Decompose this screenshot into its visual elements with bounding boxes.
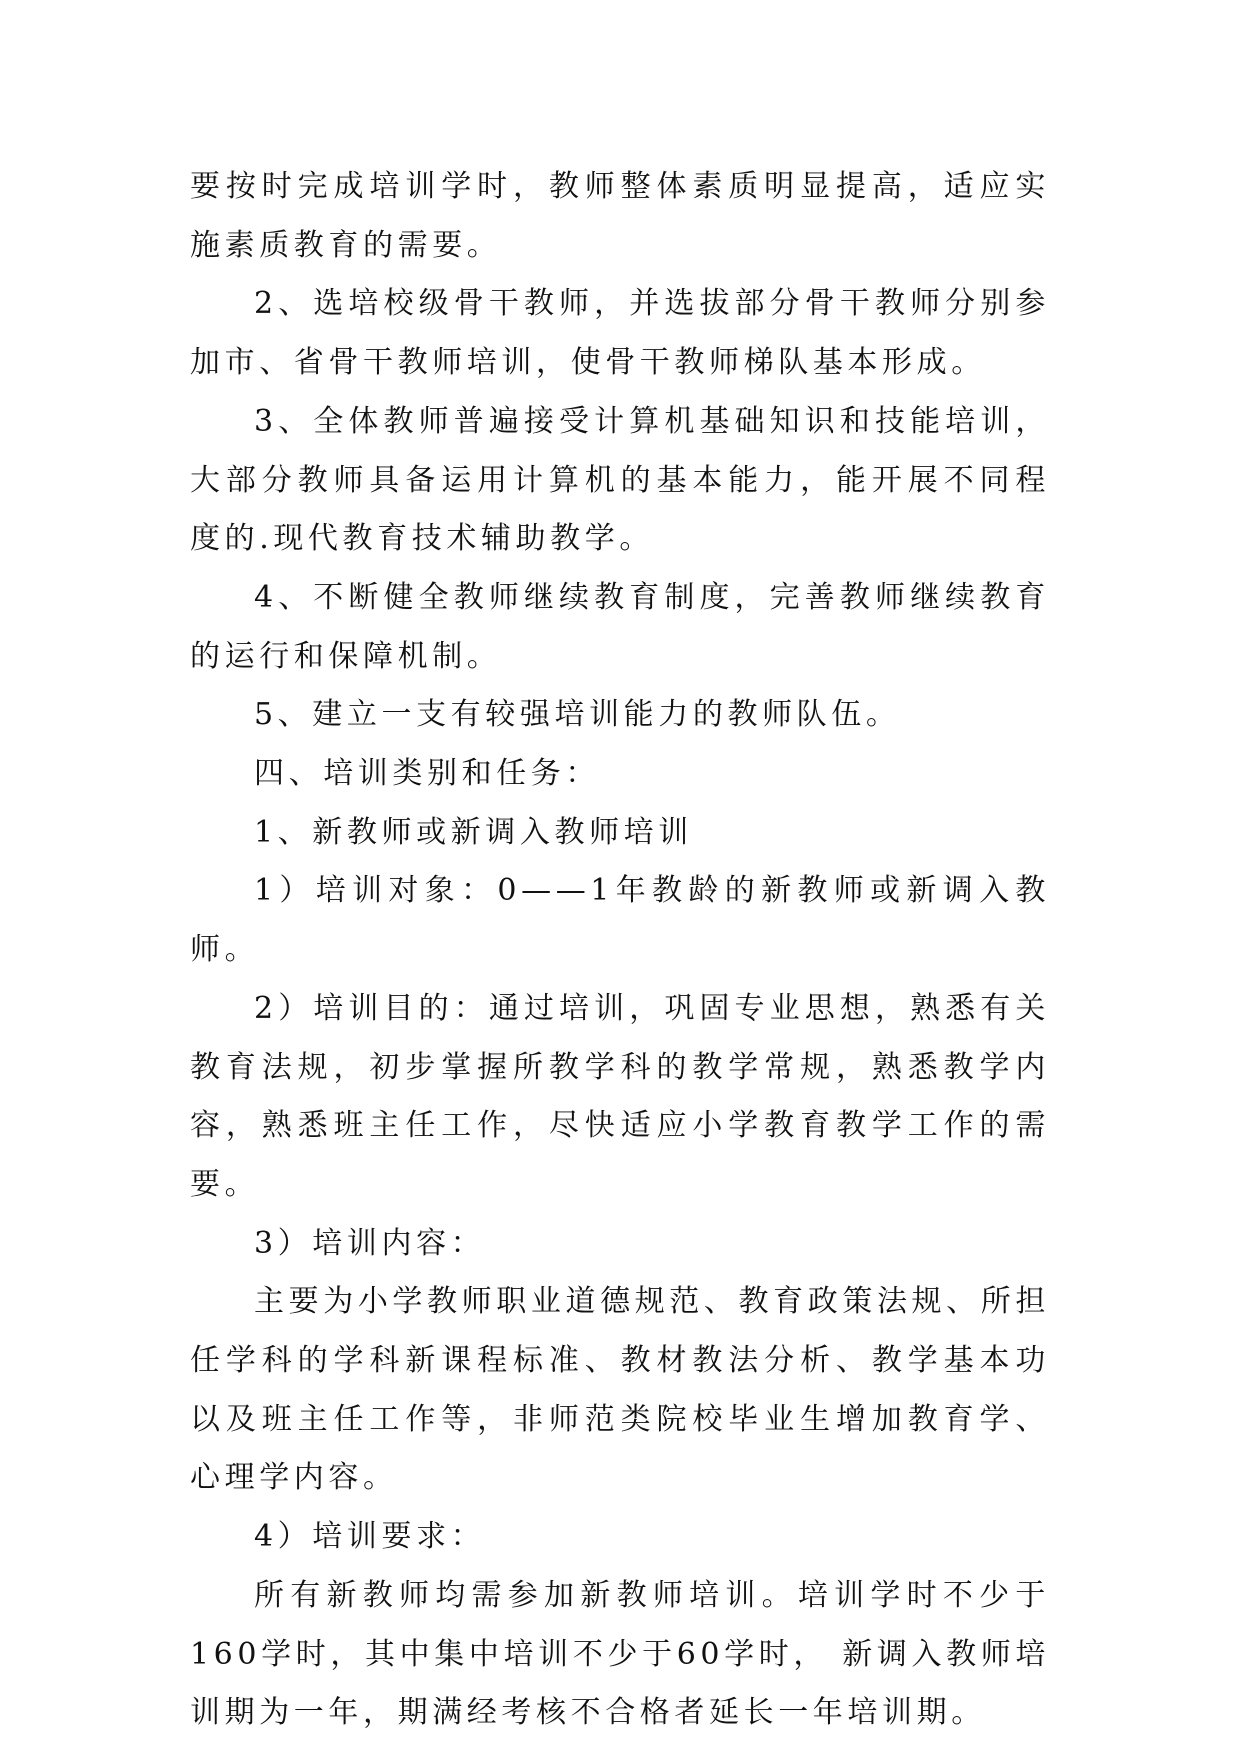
heading-training-content: 3）培训内容： (254, 1225, 486, 1261)
document-body (190, 158, 1050, 1743)
section-heading-4: 四、培训类别和任务： (254, 756, 600, 792)
paragraph-goal-3: 3、全体教师普遍接受计算机基础知识和技能培训，大部分教师具备运用计算机的基本能力，能开展不同程度的.现代教育技术辅助教学。 (190, 403, 1050, 557)
paragraph-training-purpose: 2）培训目的：通过培训，巩固专业思想，熟悉有关教育法规，初步掌握所教学科的教学常规，熟悉教学内容，熟悉班主任工作，尽快适应小学教育教学工作的需要。 (190, 990, 1050, 1202)
paragraph-goal-2: 2、选培校级骨干教师，并选拔部分骨干教师分别参加市、省骨干教师培训，使骨干教师梯队基本形成。 (190, 286, 1050, 381)
heading-training-requirement: 4）培训要求： (254, 1519, 486, 1555)
paragraph-continuation: 要按时完成培训学时，教师整体素质明显提高，适应实施素质教育的需要。 (190, 169, 1050, 263)
paragraph-training-requirement: 所有新教师均需参加新教师培训。培训学时不少于160学时，其中集中培训不少于60学时， 新调入教师培训期为一年，期满经考核不合格者延长一年培训期。 (190, 1577, 1050, 1731)
paragraph-goal-5: 5、建立一支有较强培训能力的教师队伍。 (254, 697, 901, 733)
paragraph-goal-4: 4、不断健全教师继续教育制度，完善教师继续教育的运行和保障机制。 (190, 579, 1050, 674)
paragraph-training-content: 主要为小学教师职业道德规范、教育政策法规、所担任学科的学科新课程标准、教材教法分析、教学基本功以及班主任工作等，非师范类院校毕业生增加教育学、心理学内容。 (190, 1284, 1050, 1496)
paragraph-training-target: 1）培训对象：0——1年教龄的新教师或新调入教师。 (190, 873, 1050, 968)
category-heading-1: 1、新教师或新调入教师培训 (254, 814, 693, 850)
